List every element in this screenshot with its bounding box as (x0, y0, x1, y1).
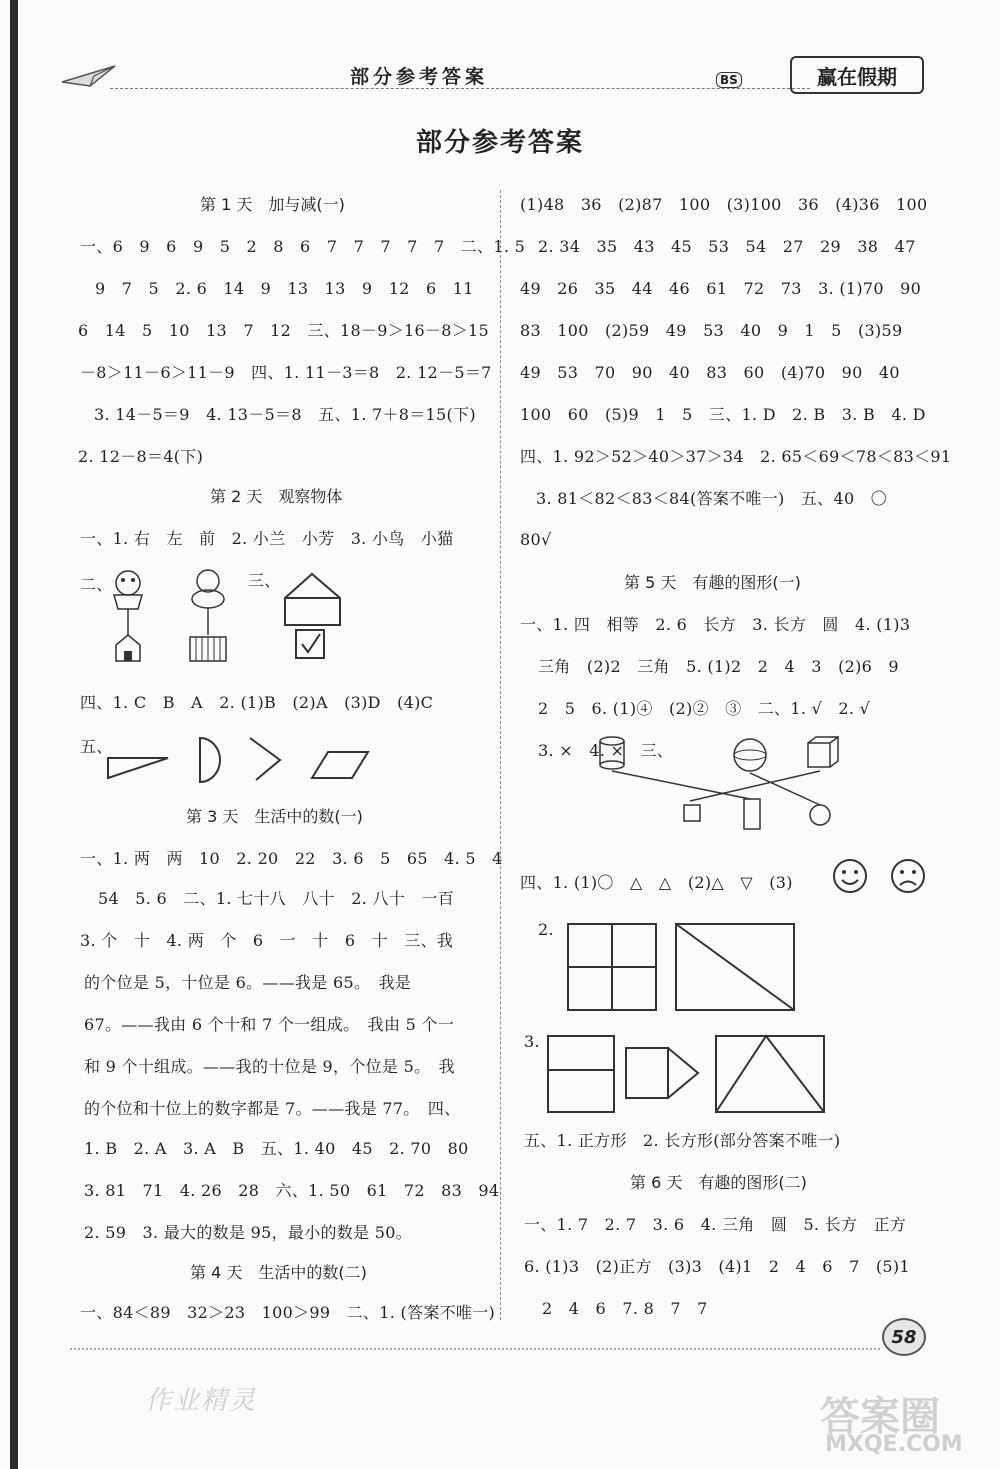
answer-line: 一、1. 7 2. 7 3. 6 4. 三角 圆 5. 长方 正方 (524, 1215, 907, 1234)
answer-line: 二、 (80, 575, 113, 594)
answer-line: (1)48 36 (2)87 100 (3)100 36 (4)36 100 (520, 195, 928, 214)
scan-edge-bar (10, 0, 18, 1469)
answer-line: 3. 14－5＝9 4. 13－5＝8 五、1. 7＋8＝15(下) (94, 405, 476, 424)
answer-line: －8＞11－6＞11－9 四、1. 11－3＝8 2. 12－5＝7 (80, 363, 492, 382)
solid-matching-figure (590, 735, 850, 835)
answer-line: 四、1. (1)〇 △ △ (2)△ ▽ (3) (520, 873, 793, 892)
watermark-stamp: 作业精灵 (145, 1386, 258, 1416)
answer-line: 3. 81＜82＜83＜84(答案不唯一) 五、40 〇 (536, 489, 888, 508)
shapes-row-figure (100, 730, 370, 785)
header-rule (110, 88, 810, 89)
picture-answer-figure (100, 565, 260, 670)
faces-figure (830, 858, 930, 898)
watermark-url: MXQE.COM (825, 1432, 963, 1457)
answer-line: 2. 12－8＝4(下) (78, 447, 204, 466)
answer-line: 6. (1)3 (2)正方 (3)3 (4)1 2 4 6 7 (5)1 (524, 1257, 910, 1276)
section-heading: 第 6 天 有趣的图形(二) (630, 1173, 807, 1192)
answer-line: 80√ (520, 530, 552, 549)
header-title: 部分参考答案 (350, 66, 489, 88)
answer-line: 五、1. 正方形 2. 长方形(部分答案不唯一) (524, 1131, 841, 1150)
answer-line: 一、1. 右 左 前 2. 小兰 小芳 3. 小鸟 小猫 (80, 529, 454, 548)
answer-line: 9 7 5 2. 6 14 9 13 13 9 12 6 11 (95, 279, 474, 298)
page-number: 58 (882, 1318, 926, 1356)
section-heading: 第 1 天 加与减(一) (200, 195, 345, 214)
footer-rule (70, 1348, 880, 1350)
answer-line: 三角 (2)2 三角 5. (1)2 2 4 3 (2)6 9 (538, 657, 899, 676)
answer-line: 三、 (248, 571, 281, 590)
answer-line: 一、1. 两 两 10 2. 20 22 3. 6 5 65 4. 5 4 (80, 849, 503, 868)
answer-line: 83 100 (2)59 49 53 40 9 1 5 (3)59 (520, 321, 903, 340)
paper-plane-icon (60, 60, 120, 90)
answer-line: 3. 81 71 4. 26 28 六、1. 50 61 72 83 94 (84, 1181, 500, 1200)
answer-line: 67。——我由 6 个十和 7 个一组成。 我由 5 个一 (84, 1015, 455, 1034)
answer-line: 2 5 6. (1)④ (2)② ③ 二、1. √ 2. √ (538, 699, 871, 718)
answer-line: 一、6 9 6 9 5 2 8 6 7 7 7 7 7 二、1. 5 (80, 237, 526, 256)
answer-line: 3. × 4. × 三、 (538, 741, 674, 760)
house-shape-figure (280, 570, 360, 665)
section-heading: 第 2 天 观察物体 (210, 487, 343, 506)
answer-line: 3. 个 十 4. 两 个 6 一 十 6 十 三、我 (80, 931, 454, 950)
section-heading: 第 3 天 生活中的数(一) (186, 807, 363, 826)
answer-line: 54 5. 6 二、1. 七十八 八十 2. 八十 一百 (98, 889, 454, 908)
watermark-logo: 答案圈 (820, 1394, 940, 1440)
section-heading: 第 4 天 生活中的数(二) (190, 1263, 367, 1282)
answer-line: 2. (538, 920, 554, 939)
shape-composition-figure (540, 1030, 840, 1120)
answer-line: 3. (524, 1032, 540, 1051)
brand-logo: 赢在假期 (790, 56, 924, 94)
answer-line: 四、1. 92＞52＞40＞37＞34 2. 65＜69＜78＜83＜91 (520, 447, 952, 466)
answer-line: 2. 34 35 43 45 53 54 27 29 38 47 (538, 237, 916, 256)
answer-line: 49 53 70 90 40 83 60 (4)70 90 40 (520, 363, 900, 382)
answer-line: 6 14 5 10 13 7 12 三、18－9＞16－8＞15 (78, 321, 490, 340)
rectangle-division-figure (560, 920, 810, 1015)
answer-line: 一、84＜89 32＞23 100＞99 二、1. (答案不唯一) (80, 1303, 496, 1322)
answer-line: 和 9 个十组成。——我的十位是 9，个位是 5。 我 (84, 1057, 455, 1076)
answer-line: 2 4 6 7. 8 7 7 (542, 1299, 708, 1318)
page-title: 部分参考答案 (415, 128, 584, 158)
answer-line: 的个位是 5，十位是 6。——我是 65。 我是 (84, 973, 412, 992)
answer-line: 一、1. 四 相等 2. 6 长方 3. 长方 圆 4. (1)3 (520, 615, 911, 634)
column-divider (500, 190, 501, 1320)
answer-line: 100 60 (5)9 1 5 三、1. D 2. B 3. B 4. D (520, 405, 926, 424)
answer-line: 2. 59 3. 最大的数是 95，最小的数是 50。 (84, 1223, 413, 1242)
answer-line: 五、 (80, 737, 113, 756)
answer-line: 四、1. C B A 2. (1)B (2)A (3)D (4)C (80, 693, 434, 712)
answer-line: 1. B 2. A 3. A B 五、1. 40 45 2. 70 80 (84, 1139, 469, 1158)
edition-badge: BS (716, 72, 742, 88)
section-heading: 第 5 天 有趣的图形(一) (624, 573, 801, 592)
answer-line: 的个位和十位上的数字都是 7。——我是 77。 四、 (84, 1099, 461, 1118)
answer-line: 49 26 35 44 46 61 72 73 3. (1)70 90 (520, 279, 922, 298)
